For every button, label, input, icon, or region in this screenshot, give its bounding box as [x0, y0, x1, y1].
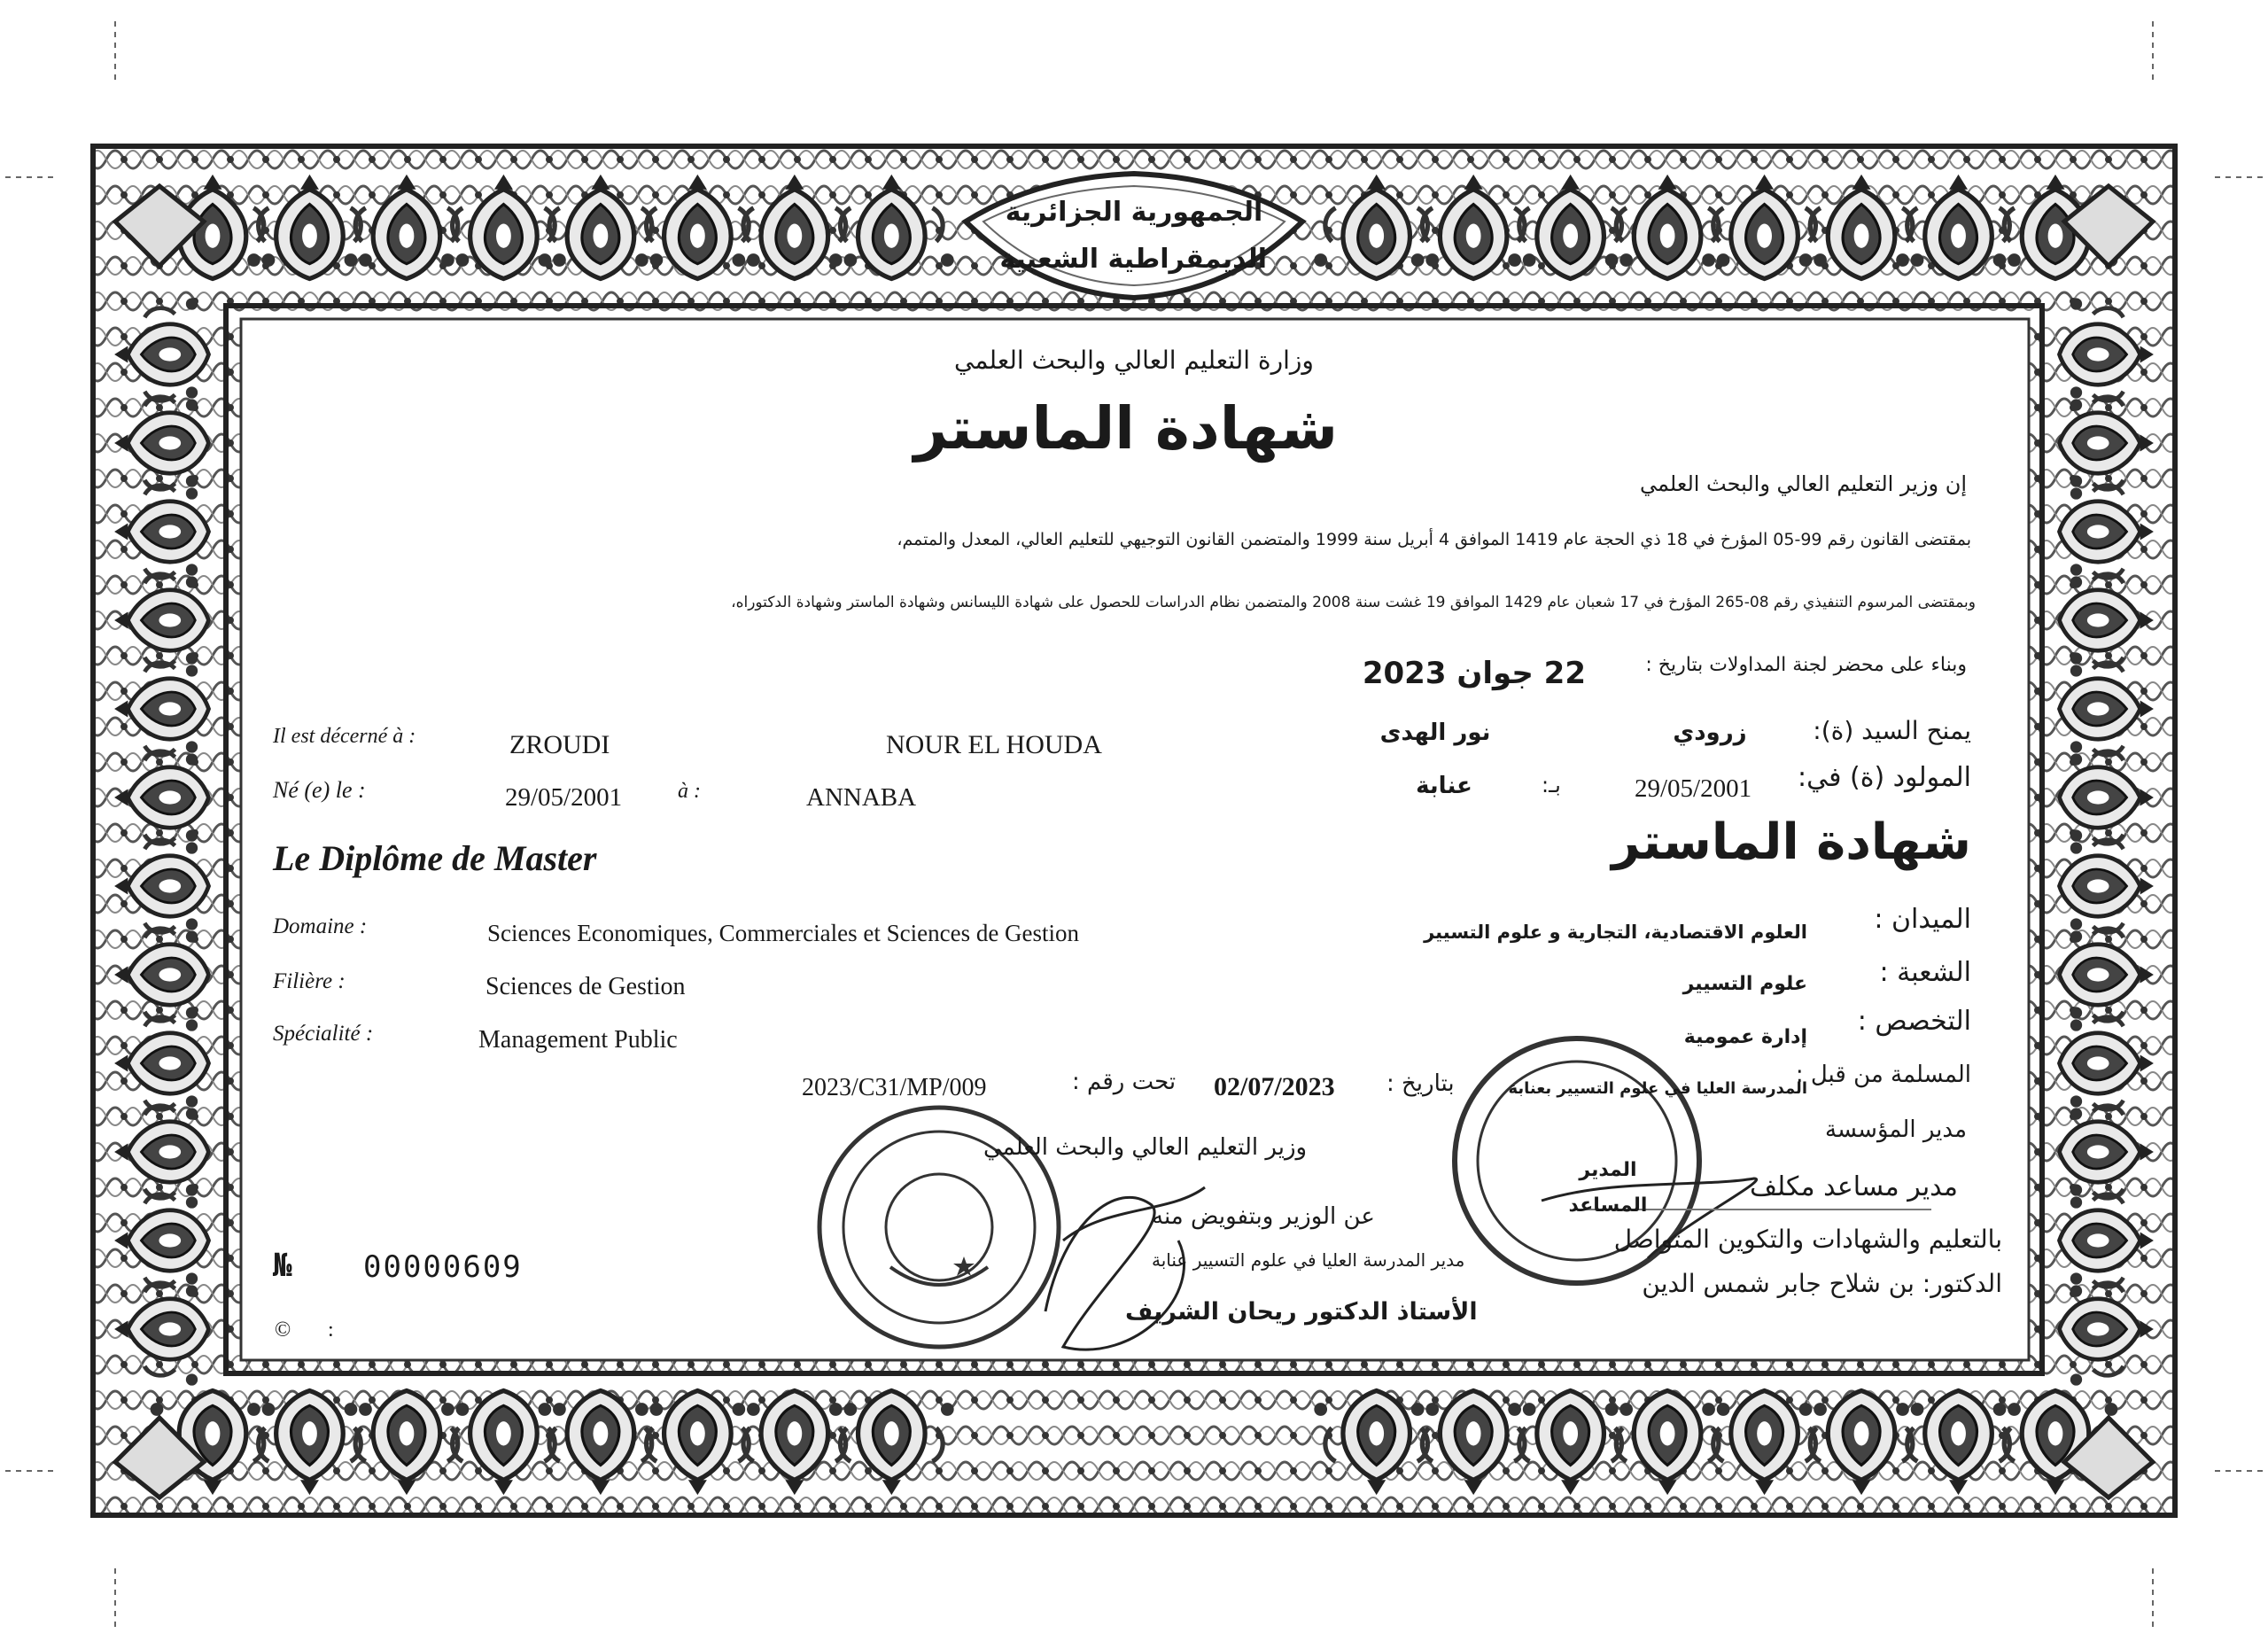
republic-line-1: الجمهورية الجزائرية: [1005, 197, 1263, 228]
director-department: بالتعليم والشهادات والتكوين المتواصل: [1613, 1225, 2002, 1254]
domain-label-ar: الميدان :: [1874, 904, 1971, 935]
diploma-title-ar: شهادة الماستر: [1612, 813, 1971, 871]
field-fr: Sciences de Gestion: [485, 973, 686, 1000]
preamble-line-2: بمقتضى القانون رقم 99-05 المؤرخ في 18 ذي الحجة عام 1419 الموافق 4 أبريل سنة 1999 والمتضمن القانون التوجيهي للتعليم العالي، المعدل والمتمم،: [897, 530, 1971, 549]
birth-date-fr: 29/05/2001: [505, 783, 623, 812]
speciality-label-ar: التخصص :: [1857, 1006, 1971, 1037]
holder-given-name-fr: NOUR EL HOUDA: [886, 730, 1102, 759]
field-label-fr: Filière :: [273, 969, 346, 993]
director-title: مدير المؤسسة: [1825, 1116, 1967, 1143]
born-on-label-fr: Né (e) le :: [273, 777, 366, 803]
certificate-title-ar: شهادة الماستر: [913, 394, 1338, 463]
diploma-title-fr: Le Diplôme de Master: [273, 838, 597, 878]
birth-place-fr: ANNABA: [806, 783, 917, 812]
stamp-director-line-2: المساعد: [1568, 1194, 1648, 1217]
republic-line-2: الديمقراطية الشعبية: [999, 244, 1267, 275]
copyright-mark: ©: [275, 1318, 291, 1342]
director-deputy: مدير مساعد مكلف: [1749, 1171, 1958, 1202]
domain-fr: Sciences Economiques, Commerciales et Sciences de Gestion: [487, 920, 1080, 946]
holder-surname-fr: ZROUDI: [509, 730, 610, 759]
birth-place-ar: عنابة: [1416, 773, 1472, 799]
issue-date: 02/07/2023: [1214, 1072, 1335, 1101]
number-sign: №: [273, 1248, 292, 1284]
speciality-label-fr: Spécialité :: [273, 1022, 374, 1046]
serial-number: 00000609: [363, 1249, 523, 1285]
speciality-fr: Management Public: [478, 1026, 678, 1054]
domain-ar: العلوم الاقتصادية، التجارية و علوم التسيير: [1424, 922, 1807, 943]
footer-colon: :: [328, 1318, 334, 1342]
awarded-to-label-fr: Il est décerné à :: [273, 725, 416, 748]
field-ar: علوم التسيير: [1682, 973, 1807, 995]
minister-delegate-role: مدير المدرسة العليا في علوم التسيير عنابة: [1152, 1249, 1465, 1271]
preamble-line-3: وبمقتضى المرسوم التنفيذي رقم 08-265 المؤرخ في 17 شعبان عام 1429 الموافق 19 غشت سنة 2008 والمتضمن نظام الدراسات للحصول على شهادة الليسانس وشهادة الماستر وشهادة الدكتوراه،: [731, 594, 1976, 611]
speciality-ar: إدارة عمومية: [1683, 1026, 1807, 1048]
minister-delegation: عن الوزير وبتفويض منه: [1152, 1203, 1375, 1230]
born-on-label-ar: المولود (ة) في:: [1798, 762, 1971, 793]
minister-title: وزير التعليم العالي والبحث العلمي: [983, 1134, 1308, 1161]
ministry-name: وزارة التعليم العالي والبحث العلمي: [954, 346, 1314, 375]
awarded-to-label-ar: يمنح السيد (ة):: [1813, 716, 1971, 745]
born-at-label-fr: à :: [678, 780, 701, 803]
minister-delegate-name: الأستاذ الدكتور ريحان الشريف: [1125, 1298, 1478, 1326]
field-label-ar: الشعبة :: [1879, 957, 1971, 988]
deliberation-date: 22 جوان 2023: [1362, 656, 1586, 691]
issuer-ar: المدرسة العليا في علوم التسيير بعنابة: [1508, 1079, 1807, 1098]
holder-given-name-ar: نور الهدى: [1379, 719, 1491, 746]
holder-surname-ar: زرودي: [1673, 719, 1747, 746]
reference-number: 2023/C31/MP/009: [802, 1074, 987, 1101]
reference-label-ar: تحت رقم :: [1072, 1069, 1177, 1095]
birth-date-ar: 29/05/2001: [1635, 774, 1752, 803]
issue-date-label-ar: بتاريخ :: [1386, 1070, 1455, 1097]
domain-label-fr: Domaine :: [273, 914, 368, 938]
preamble-line-1: إن وزير التعليم العالي والبحث العلمي: [1640, 471, 1967, 496]
stamp-director-line-1: المدير: [1579, 1159, 1637, 1181]
director-name: الدكتور: بن شلاح جابر شمس الدين: [1642, 1269, 2002, 1298]
deliberation-label: وبناء على محضر لجنة المداولات بتاريخ :: [1645, 654, 1967, 676]
born-at-label-ar: بـ:: [1542, 773, 1561, 797]
issuer-label-ar: المسلمة من قبل :: [1795, 1062, 1971, 1088]
